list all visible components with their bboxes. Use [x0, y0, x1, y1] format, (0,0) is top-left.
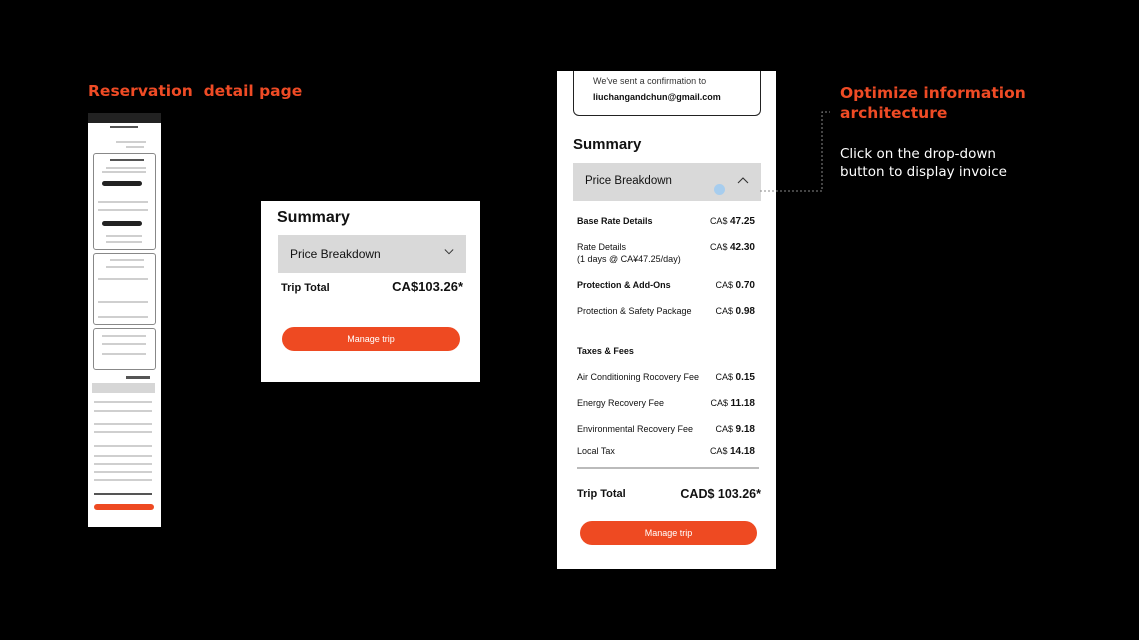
manage-trip-button[interactable]: Manage trip — [580, 521, 757, 545]
thumb-line — [102, 353, 146, 355]
thumb-line — [106, 266, 144, 268]
thumb-policy-card — [93, 253, 156, 325]
chevron-down-icon — [444, 247, 454, 257]
trip-total-value: CAD$ 103.26* — [680, 487, 761, 501]
thumb-pill — [102, 221, 142, 226]
thumb-line — [106, 235, 142, 237]
confirmation-text: We've sent a confirmation to — [593, 76, 707, 86]
line-item-value: CA$ 0.98 — [715, 306, 755, 317]
thumb-line — [98, 278, 148, 280]
line-item-value: CA$ 42.30 — [709, 242, 755, 253]
price-breakdown-dropdown[interactable] — [573, 163, 761, 201]
line-item-label: Environmental Recovery Fee — [577, 424, 694, 434]
annotation-description: Click on the drop-down button to display invoice — [840, 146, 1007, 180]
line-item-sublabel: (1 days @ CA¥47.25/day) — [577, 254, 681, 264]
summary-heading: Summary — [573, 136, 642, 153]
tap-indicator — [714, 184, 725, 195]
thumb-summary-heading — [126, 376, 150, 379]
thumb-line — [94, 410, 152, 412]
line-item-label: Rate Details — [577, 242, 627, 252]
thumb-line — [110, 159, 144, 161]
thumb-line — [98, 301, 148, 303]
confirmation-email: liuchangandchun@gmail.com — [593, 92, 721, 102]
line-item-label: Protection & Add-Ons — [577, 280, 671, 290]
thumb-pill — [102, 181, 142, 186]
thumb-line — [94, 401, 152, 403]
thumb-line — [106, 241, 142, 243]
thumb-line — [102, 343, 146, 345]
trip-total-label: Trip Total — [577, 488, 626, 500]
callout-connector — [760, 108, 832, 196]
thumb-status-bar — [88, 113, 161, 123]
confirmation-box — [573, 71, 761, 116]
thumb-line — [110, 259, 144, 261]
thumb-line — [102, 171, 146, 173]
line-item-value: CA$ 0.15 — [715, 372, 755, 383]
reservation-detail-thumbnail — [88, 113, 161, 527]
thumb-line — [126, 146, 144, 148]
divider — [577, 467, 759, 469]
line-item-label: Taxes & Fees — [577, 346, 634, 356]
line-item-label: Energy Recovery Fee — [577, 398, 665, 408]
trip-total-label: Trip Total — [281, 282, 330, 294]
section-title-reservation: Reservation detail page — [88, 82, 303, 100]
line-item-label: Air Conditioning Rocovery Fee — [577, 372, 700, 382]
line-item-value: CA$ 11.18 — [710, 398, 755, 409]
thumb-line — [94, 471, 152, 473]
thumb-header — [110, 126, 138, 128]
thumb-trip-total — [94, 493, 152, 495]
line-item-label: Local Tax — [577, 446, 615, 456]
line-item-value: CA$ 0.70 — [715, 280, 755, 291]
chevron-up-icon[interactable] — [737, 176, 749, 184]
line-item-label: Protection & Safety Package — [577, 306, 692, 316]
thumb-line — [94, 445, 152, 447]
thumb-price-breakdown — [92, 383, 155, 393]
line-item-label: Base Rate Details — [577, 216, 653, 226]
thumb-manage-trip-button — [94, 504, 154, 510]
manage-trip-button[interactable]: Manage trip — [282, 327, 460, 351]
thumb-line — [94, 423, 152, 425]
line-item-value: CA$ 9.18 — [715, 424, 755, 435]
thumb-line — [98, 316, 148, 318]
price-breakdown-label: Price Breakdown — [290, 247, 381, 261]
thumb-line — [98, 201, 148, 203]
thumb-line — [102, 335, 146, 337]
line-item-value: CA$ 47.25 — [709, 216, 755, 227]
line-item-value: CA$ 14.18 — [709, 446, 755, 457]
thumb-line — [98, 209, 148, 211]
price-breakdown-dropdown[interactable] — [278, 235, 466, 273]
summary-expanded-phone — [557, 71, 776, 569]
thumb-line — [94, 455, 152, 457]
section-title-optimize: Optimize information architecture — [840, 84, 1026, 122]
price-breakdown-label: Price Breakdown — [585, 175, 672, 187]
thumb-line — [94, 431, 152, 433]
thumb-line — [106, 167, 146, 169]
thumb-line — [94, 463, 152, 465]
thumb-line — [94, 479, 152, 481]
thumb-line — [116, 141, 146, 143]
summary-heading: Summary — [277, 209, 350, 226]
trip-total-value: CA$103.26* — [392, 279, 463, 294]
summary-card-collapsed — [261, 201, 480, 382]
